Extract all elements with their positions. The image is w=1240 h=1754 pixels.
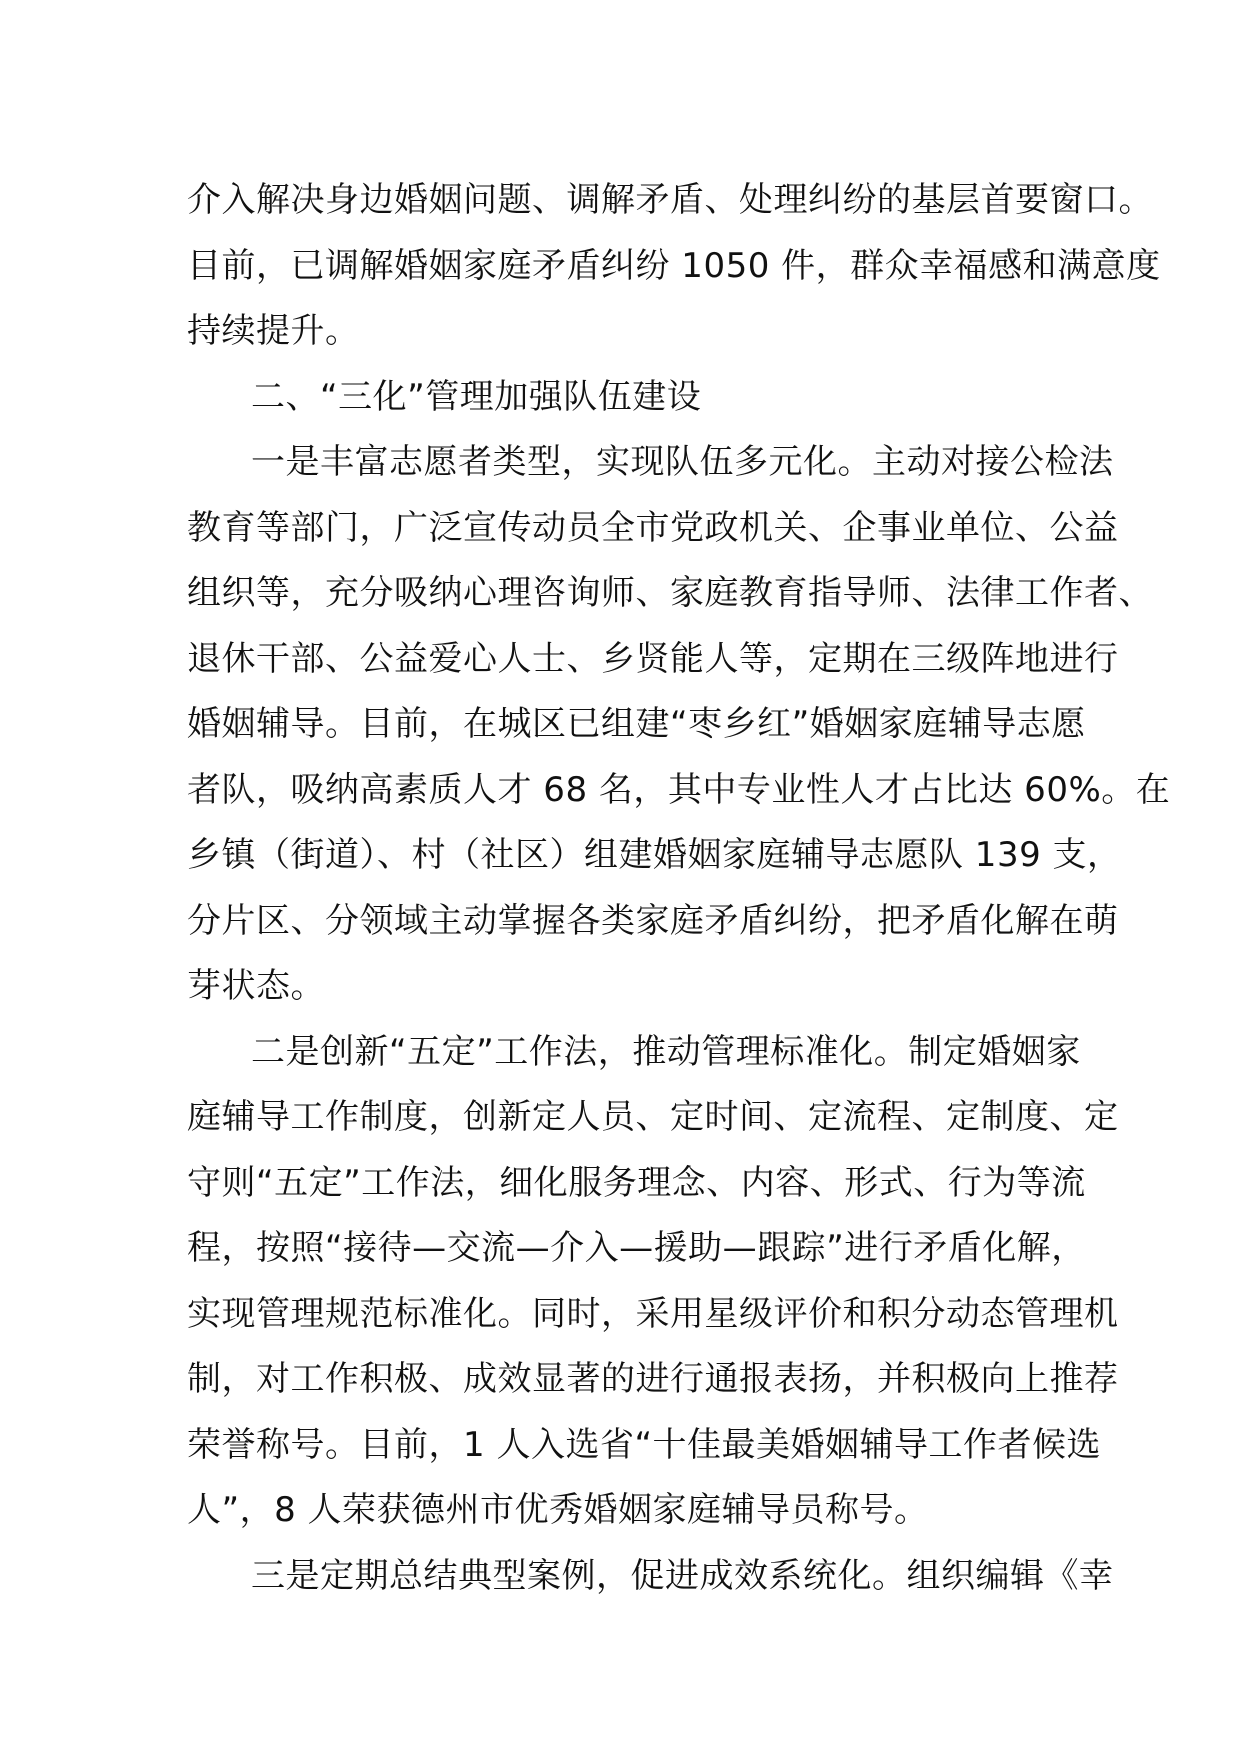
text-line: 介入解决身边婚姻问题、调解矛盾、处理纠纷的基层首要窗口。 [187,180,1153,220]
text-line: 庭辅导工作制度，创新定人员、定时间、定流程、定制度、定 [187,1097,1119,1137]
text-line: 二是创新“五定”工作法，推动管理标准化。制定婚姻家 [251,1031,1081,1072]
text-line: 荣誉称号。目前，1 人入选省“十佳最美婚姻辅导工作者候选 [187,1424,1102,1465]
text-line: 守则“五定”工作法，细化服务理念、内容、形式、行为等流 [187,1162,1086,1203]
text-line: 人”，8 人荣获德州市优秀婚姻家庭辅导员称号。 [187,1490,929,1530]
text-line: 芽状态。 [187,966,325,1006]
text-line: 分片区、分领域主动掌握各类家庭矛盾纠纷，把矛盾化解在萌 [187,900,1119,941]
text-line: 乡镇（街道）、村（社区）组建婚姻家庭辅导志愿队 139 支， [187,835,1122,875]
text-line: 教育等部门，广泛宣传动员全市党政机关、企事业单位、公益 [187,507,1119,548]
text-line: 目前，已调解婚姻家庭矛盾纠纷 1050 件，群众幸福感和满意度 [187,245,1161,286]
text-line: 一是丰富志愿者类型，实现队伍多元化。主动对接公检法 [251,442,1114,482]
text-line: 婚姻辅导。目前，在城区已组建“枣乡红”婚姻家庭辅导志愿 [187,704,1086,744]
text-line: 制，对工作积极、成效显著的进行通报表扬，并积极向上推荐 [187,1359,1119,1399]
text-line: 持续提升。 [187,311,360,351]
text-line: 者队，吸纳高素质人才 68 名，其中专业性人才占比达 60%。在 [187,769,1171,810]
text-line: 退休干部、公益爱心人士、乡贤能人等，定期在三级阵地进行 [187,638,1119,679]
text-line: 三是定期总结典型案例，促进成效系统化。组织编辑《幸 [251,1555,1114,1596]
text-line: 程，按照“接待—交流—介入—援助—跟踪”进行矛盾化解， [187,1228,1086,1268]
section-heading: 二、“三化”管理加强队伍建设 [251,376,702,417]
document-body [187,168,1171,1609]
text-line: 实现管理规范标准化。同时，采用星级评价和积分动态管理机 [187,1293,1119,1334]
text-line: 组织等，充分吸纳心理咨询师、家庭教育指导师、法律工作者、 [187,573,1153,613]
